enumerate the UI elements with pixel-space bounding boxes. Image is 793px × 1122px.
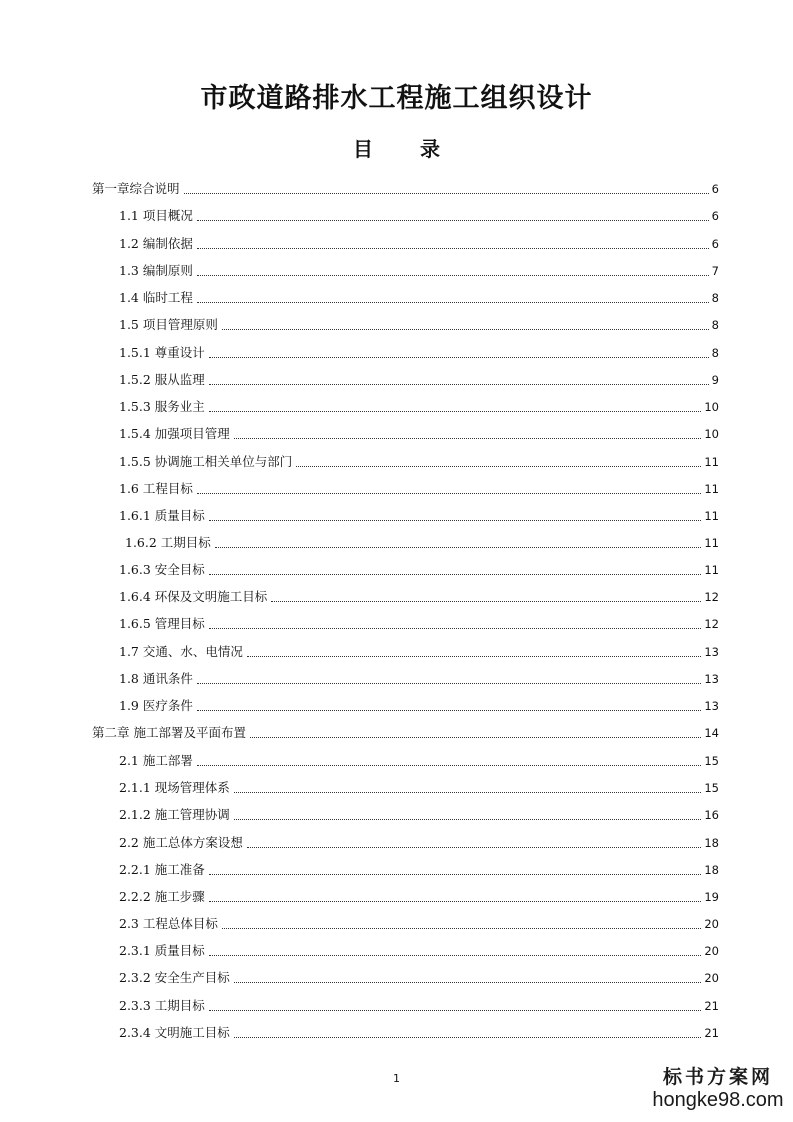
toc-entry[interactable] xyxy=(119,669,719,687)
dot-leader xyxy=(296,466,701,467)
toc-entry-label: 2.1.2 施工管理协调 xyxy=(119,807,230,822)
toc-entry[interactable] xyxy=(119,560,719,578)
toc-entry-label: 2.2 施工总体方案设想 xyxy=(119,835,243,850)
toc-entry-page: 11 xyxy=(704,455,719,469)
dot-leader xyxy=(197,765,702,766)
toc-entry-label: 2.1 施工部署 xyxy=(119,753,193,768)
toc-entry-page: 8 xyxy=(711,291,719,305)
toc-entry-page: 11 xyxy=(704,536,719,550)
dot-leader xyxy=(184,193,709,194)
toc-entry-page: 12 xyxy=(704,590,719,604)
toc-entry-page: 13 xyxy=(704,645,719,659)
toc-entry-page: 6 xyxy=(711,237,719,251)
dot-leader xyxy=(197,302,709,303)
toc-entry-label: 第一章综合说明 xyxy=(92,181,180,196)
toc-entry-page: 18 xyxy=(704,863,719,877)
toc-entry-label: 2.2.1 施工准备 xyxy=(119,862,205,877)
toc-entry[interactable] xyxy=(119,343,719,361)
dot-leader xyxy=(209,357,709,358)
dot-leader xyxy=(209,384,709,385)
toc-entry-label: 1.5.5 协调施工相关单位与部门 xyxy=(119,454,293,469)
toc-entry[interactable] xyxy=(119,452,719,470)
dot-leader xyxy=(197,275,709,276)
toc-entry-page: 21 xyxy=(704,1026,719,1040)
toc-entry[interactable] xyxy=(119,887,719,905)
toc-entry-page: 15 xyxy=(704,781,719,795)
dot-leader xyxy=(234,819,702,820)
watermark-domain: hongke98.com xyxy=(652,1089,784,1111)
toc-entry-page: 10 xyxy=(704,400,719,414)
toc-entry-label: 1.8 通讯条件 xyxy=(119,671,193,686)
toc-entry-label: 2.3.4 文明施工目标 xyxy=(119,1025,230,1040)
dot-leader xyxy=(209,520,702,521)
toc-entry-label: 1.2 编制依据 xyxy=(119,236,193,251)
toc-entry-page: 8 xyxy=(711,346,719,360)
toc-entry-page: 7 xyxy=(711,264,719,278)
dot-leader xyxy=(222,329,709,330)
toc-entry-label: 2.3.2 安全生产目标 xyxy=(119,970,230,985)
toc-entry-page: 21 xyxy=(704,999,719,1013)
toc-entry[interactable] xyxy=(119,261,719,279)
dot-leader xyxy=(215,547,702,548)
toc-entry[interactable] xyxy=(119,778,719,796)
toc-entry-label: 2.3.3 工期目标 xyxy=(119,998,205,1013)
dot-leader xyxy=(247,656,702,657)
document-title: 市政道路排水工程施工组织设计 xyxy=(200,83,593,114)
toc-entry-page: 6 xyxy=(711,209,719,223)
dot-leader xyxy=(209,1010,702,1011)
toc-entry-label: 1.6.5 管理目标 xyxy=(119,616,205,631)
toc-entry-page: 11 xyxy=(704,509,719,523)
toc-entry-label: 1.5.1 尊重设计 xyxy=(119,345,205,360)
dot-leader xyxy=(234,982,702,983)
toc-entry-label: 1.5 项目管理原则 xyxy=(119,317,218,332)
dot-leader xyxy=(250,737,701,738)
toc-entry[interactable] xyxy=(92,723,719,741)
toc-entry-label: 1.6 工程目标 xyxy=(119,481,193,496)
toc-entry-label: 2.2.2 施工步骤 xyxy=(119,889,205,904)
toc-entry[interactable] xyxy=(119,751,719,769)
watermark-site-name: 标书方案网 xyxy=(662,1066,773,1088)
toc-entry[interactable] xyxy=(119,805,719,823)
dot-leader xyxy=(271,601,701,602)
dot-leader xyxy=(209,955,702,956)
toc-entry[interactable] xyxy=(119,914,719,932)
toc-entry-label: 1.5.2 服从监理 xyxy=(119,372,205,387)
dot-leader xyxy=(247,847,702,848)
toc-entry-label: 1.4 临时工程 xyxy=(119,290,193,305)
toc-entry-label: 1.6.1 质量目标 xyxy=(119,508,205,523)
dot-leader xyxy=(209,901,702,902)
toc-entry-page: 10 xyxy=(704,427,719,441)
toc-entry[interactable] xyxy=(119,288,719,306)
toc-entry-label: 1.5.4 加强项目管理 xyxy=(119,426,230,441)
toc-entry-page: 8 xyxy=(711,318,719,332)
toc-entry-page: 18 xyxy=(704,836,719,850)
toc-entry-page: 12 xyxy=(704,617,719,631)
toc-entry-page: 9 xyxy=(711,373,719,387)
toc-entry[interactable] xyxy=(119,315,719,333)
toc-entry[interactable] xyxy=(119,370,719,388)
dot-leader xyxy=(209,411,702,412)
toc-heading: 目 录 xyxy=(353,137,460,161)
toc-entry[interactable] xyxy=(119,968,719,986)
dot-leader xyxy=(209,574,702,575)
toc-entry[interactable] xyxy=(119,424,719,442)
toc-entry[interactable] xyxy=(125,533,719,551)
toc-entry[interactable] xyxy=(119,860,719,878)
toc-entry[interactable] xyxy=(119,1023,719,1041)
dot-leader xyxy=(197,710,702,711)
toc-entry[interactable] xyxy=(92,179,719,197)
toc-entry-label: 1.6.3 安全目标 xyxy=(119,562,205,577)
dot-leader xyxy=(209,874,702,875)
dot-leader xyxy=(234,438,702,439)
dot-leader xyxy=(197,493,702,494)
toc-entry[interactable] xyxy=(119,941,719,959)
toc-entry[interactable] xyxy=(119,479,719,497)
dot-leader xyxy=(209,628,702,629)
toc-entry[interactable] xyxy=(119,206,719,224)
toc-entry-page: 11 xyxy=(704,563,719,577)
toc-entry-label: 1.9 医疗条件 xyxy=(119,698,193,713)
toc-entry-page: 14 xyxy=(704,726,719,740)
toc-entry[interactable] xyxy=(119,587,719,605)
toc-entry-page: 13 xyxy=(704,699,719,713)
toc-entry[interactable] xyxy=(119,642,719,660)
toc-entry-page: 20 xyxy=(704,971,719,985)
watermark-logo xyxy=(648,1066,788,1112)
toc-entry-label: 第二章 施工部署及平面布置 xyxy=(92,725,246,740)
toc-entry-page: 20 xyxy=(704,944,719,958)
toc-entry-page: 15 xyxy=(704,754,719,768)
toc-entry[interactable] xyxy=(119,833,719,851)
toc-entry-label: 1.6.4 环保及文明施工目标 xyxy=(119,589,268,604)
toc-entry-label: 1.7 交通、水、电情况 xyxy=(119,644,243,659)
dot-leader xyxy=(197,220,709,221)
toc-entry-label: 2.3 工程总体目标 xyxy=(119,916,218,931)
page-number: 1 xyxy=(393,1072,400,1085)
dot-leader xyxy=(197,683,702,684)
dot-leader xyxy=(222,928,702,929)
toc-entry[interactable] xyxy=(119,234,719,252)
toc-entry[interactable] xyxy=(119,996,719,1014)
toc-entry-page: 16 xyxy=(704,808,719,822)
dot-leader xyxy=(234,1037,702,1038)
toc-entry-page: 6 xyxy=(711,182,719,196)
toc-entry-page: 13 xyxy=(704,672,719,686)
toc-entry-label: 1.1 项目概况 xyxy=(119,208,193,223)
toc-entry-page: 19 xyxy=(704,890,719,904)
toc-entry-label: 1.3 编制原则 xyxy=(119,263,193,278)
toc-entry[interactable] xyxy=(119,614,719,632)
dot-leader xyxy=(234,792,702,793)
toc-entry-label: 2.1.1 现场管理体系 xyxy=(119,780,230,795)
toc-entry[interactable] xyxy=(119,696,719,714)
toc-entry-page: 20 xyxy=(704,917,719,931)
toc-entry[interactable] xyxy=(119,506,719,524)
dot-leader xyxy=(197,248,709,249)
toc-entry-page: 11 xyxy=(704,482,719,496)
toc-entry-label: 1.6.2 工期目标 xyxy=(125,535,211,550)
toc-entry[interactable] xyxy=(119,397,719,415)
toc-entry-label: 2.3.1 质量目标 xyxy=(119,943,205,958)
toc-entry-label: 1.5.3 服务业主 xyxy=(119,399,205,414)
